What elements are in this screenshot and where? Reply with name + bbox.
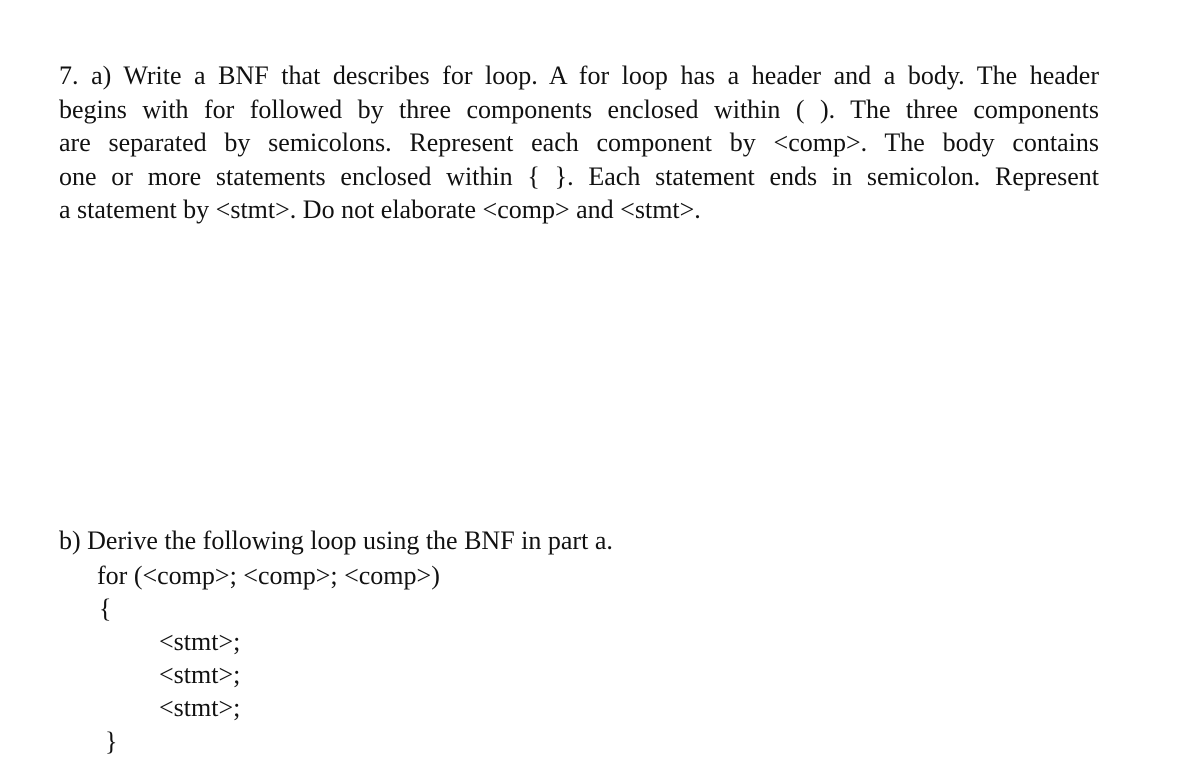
code-statement: <stmt>;	[159, 660, 241, 689]
code-statement: <stmt>;	[159, 627, 241, 656]
question-part-a	[59, 59, 1099, 227]
code-close-brace: }	[105, 727, 118, 756]
code-open-brace: {	[99, 594, 112, 623]
part-a-line: a statement by <stmt>. Do not elaborate <comp> and <stmt>.	[59, 195, 701, 224]
code-statement: <stmt>;	[159, 693, 241, 722]
part-a-line: begins with for followed by three components enclosed within ( ). The three components	[59, 94, 1099, 124]
part-a-line: 7. a) Write a BNF that describes for loop. A for loop has a header and a body. The header	[59, 61, 1099, 90]
code-header: for (<comp>; <comp>; <comp>)	[97, 561, 440, 590]
for-loop-code-block	[97, 559, 440, 758]
part-a-line: one or more statements enclosed within { }. Each statement ends in semicolon. Represent	[59, 161, 1099, 191]
part-a-line: are separated by semicolons. Represent each component by <comp>. The body contains	[59, 128, 1099, 157]
question-part-b-prompt: b) Derive the following loop using the BNF in part a.	[59, 526, 613, 555]
